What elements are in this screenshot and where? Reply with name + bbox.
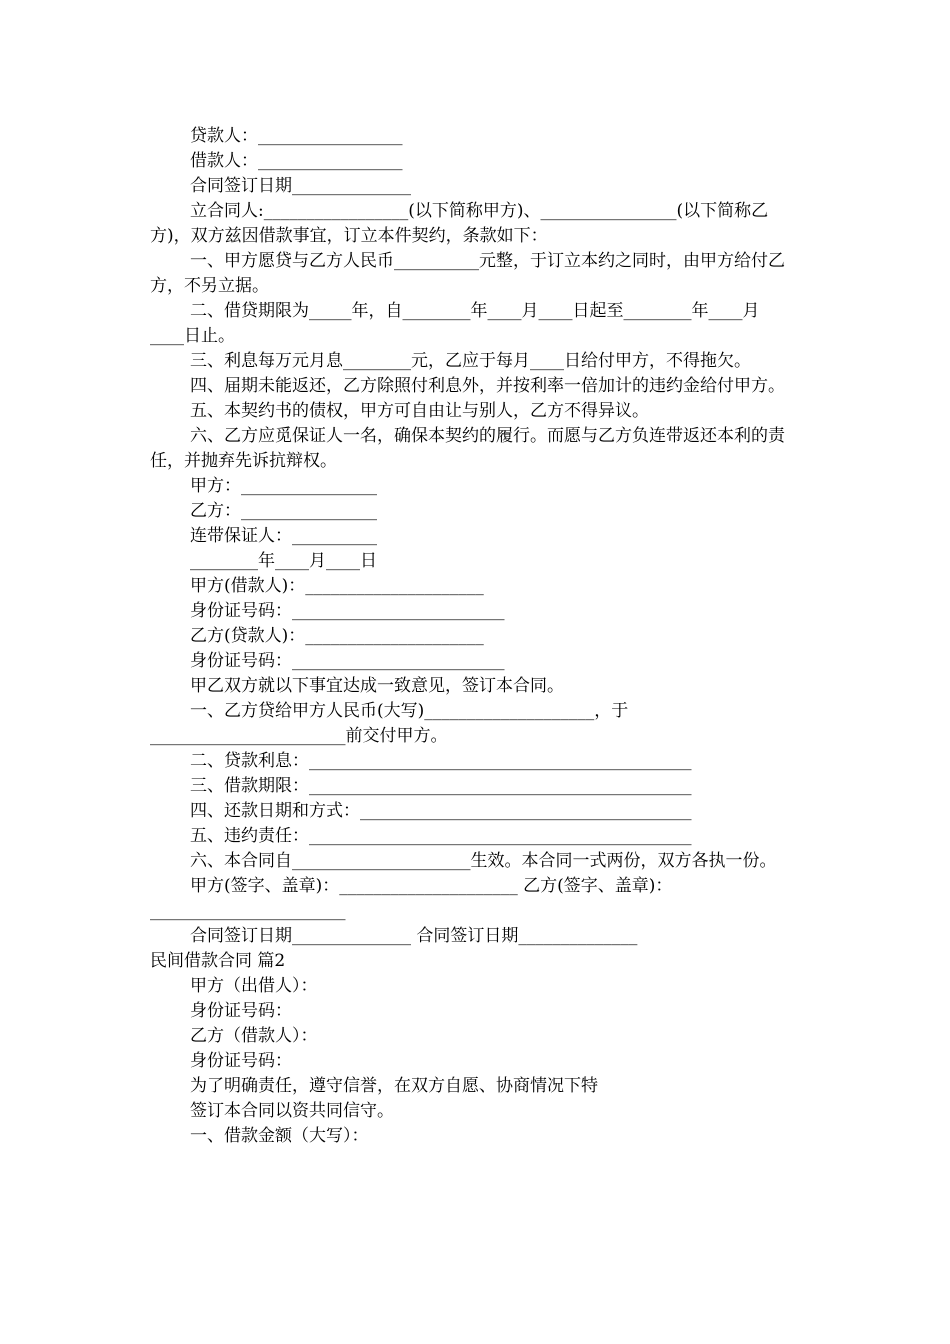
party-b-sign: 乙方：________________ <box>190 501 377 521</box>
guarantor-sign: 连带保证人：__________ <box>190 526 377 546</box>
id-number-label-b: 身份证号码： <box>190 1051 292 1071</box>
party-a-lender-label: 甲方（出借人）： <box>190 976 318 996</box>
contract2-clause-6: 六、本合同自_____________________生效。本合同一式两份，双方各执一份。 <box>190 851 777 871</box>
clause-1: 一、甲方愿贷与乙方人民币__________元整，于订立本约之同时，由甲方给付乙方，不另立据。 <box>150 251 785 296</box>
borrower-line: 借款人：_________________ <box>190 151 403 171</box>
clause-2: 二、借贷期限为_____年，自________年____月____日起至________年____月____日止。 <box>150 301 760 346</box>
date-line: ________年____月____日 <box>190 551 377 571</box>
party-a-sign: 甲方：________________ <box>190 476 377 496</box>
party-a-borrower: 甲方(借款人)：_____________________ <box>190 576 484 596</box>
document-page <box>150 124 790 1149</box>
loan-amount-label: 一、借款金额（大写）： <box>190 1126 369 1146</box>
clause-5: 五、本契约书的债权，甲方可自由让与别人，乙方不得异议。 <box>190 401 649 421</box>
agreement-statement: 甲乙双方就以下事宜达成一致意见，签订本合同。 <box>190 676 564 696</box>
clause-6: 六、乙方应觅保证人一名，确保本契约的履行。而愿与乙方负连带返还本利的责任，并抛弃先诉抗辩权。 <box>150 426 785 471</box>
id-number-b: 身份证号码：_________________________ <box>190 651 505 671</box>
section-heading: 民间借款合同 篇2 <box>150 951 286 971</box>
party-b-lender: 乙方(贷款人)：_____________________ <box>190 626 484 646</box>
id-number-a: 身份证号码：_________________________ <box>190 601 505 621</box>
contract2-clause-5: 五、违约责任：_____________________________________________ <box>190 826 692 846</box>
contract2-clause-2: 二、贷款利息：_____________________________________________ <box>190 751 692 771</box>
parties-paragraph: 立合同人:_________________(以下简称甲方)、________________(以下简称乙方)，双方兹因借款事宜，订立本件契约，条款如下： <box>150 201 769 246</box>
id-number-label-a: 身份证号码： <box>190 1001 292 1021</box>
clause-3: 三、利息每万元月息________元，乙应于每月____日给付甲方，不得拖欠。 <box>190 351 751 371</box>
contract2-clause-3: 三、借款期限：_____________________________________________ <box>190 776 692 796</box>
sign-date-pair: 合同签订日期______________ 合同签订日期______________ <box>190 926 638 946</box>
signature-line: 甲方(签字、盖章)：_____________________ 乙方(签字、盖章)：_______________________ <box>150 876 673 921</box>
party-b-borrower-label: 乙方（借款人）： <box>190 1026 318 1046</box>
purpose-line-1: 为了明确责任，遵守信誉，在双方自愿、协商情况下特 <box>190 1076 598 1096</box>
purpose-line-2: 签订本合同以资共同信守。 <box>190 1101 394 1121</box>
clause-4: 四、届期未能返还，乙方除照付利息外，并按利率一倍加计的违约金给付甲方。 <box>190 376 785 396</box>
contract2-clause-1: 一、乙方贷给甲方人民币(大写)____________________，于_______________________前交付甲方。 <box>150 701 629 746</box>
contract2-clause-4: 四、还款日期和方式：_______________________________________ <box>190 801 692 821</box>
sign-date-line: 合同签订日期______________ <box>190 176 411 196</box>
lender-line: 贷款人：_________________ <box>190 126 403 146</box>
